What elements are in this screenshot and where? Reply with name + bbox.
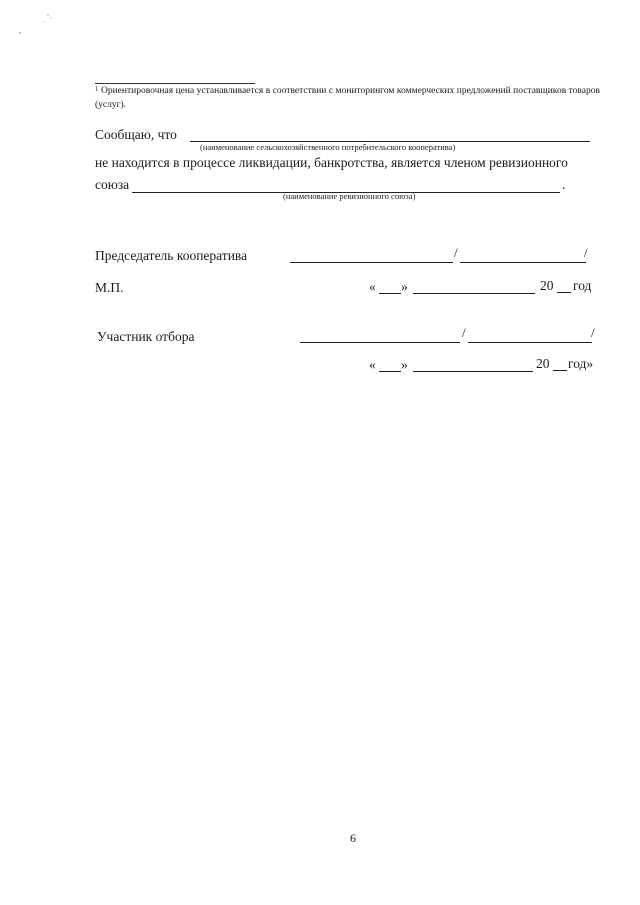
participant-label: Участник отбора <box>97 329 195 344</box>
participant-name-field[interactable] <box>468 342 592 343</box>
chairman-slash-1: / <box>454 245 458 260</box>
date1-open-quote: « <box>369 279 376 294</box>
date2-day-field[interactable] <box>379 371 401 372</box>
date1-year-field[interactable] <box>557 292 571 293</box>
page-number: 6 <box>350 831 356 845</box>
date2-month-field[interactable] <box>413 371 533 372</box>
chairman-name-field[interactable] <box>460 262 586 263</box>
participant-slash-1: / <box>462 325 466 340</box>
union-lead: союза <box>95 177 130 192</box>
footnote-marker: 1 <box>95 85 99 93</box>
date1-day-field[interactable] <box>379 293 401 294</box>
date2-year-field[interactable] <box>553 370 567 371</box>
date1-year-prefix: 20 <box>540 278 554 293</box>
footnote <box>95 84 600 112</box>
date2-year-suffix: год» <box>568 356 594 371</box>
chairman-label: Председатель кооператива <box>95 248 248 263</box>
statement-line-2: не находится в процессе ликвидации, банкротства, является членом ревизионного <box>95 155 568 170</box>
date2-open-quote: « <box>369 357 376 372</box>
stamp-label: М.П. <box>95 280 124 295</box>
statement-lead: Сообщаю, что <box>95 127 177 142</box>
union-period: . <box>562 177 566 192</box>
participant-slash-2: / <box>591 325 595 340</box>
chairman-slash-2: / <box>584 245 588 260</box>
scan-specks <box>0 0 60 40</box>
chairman-signature-field[interactable] <box>290 262 453 263</box>
date2-close-quote: » <box>401 357 408 372</box>
coop-name-caption: (наименование сельскохозяйственного потребительского кооператива) <box>200 142 456 152</box>
union-name-caption: (наименование ревизионного союза) <box>283 191 416 201</box>
date1-month-field[interactable] <box>413 293 535 294</box>
date1-close-quote: » <box>401 279 408 294</box>
date2-year-prefix: 20 <box>536 356 550 371</box>
participant-signature-field[interactable] <box>300 342 460 343</box>
date1-year-suffix: год <box>573 278 592 293</box>
footnote-text: Ориентировочная цена устанавливается в соответствии с мониторингом коммерческих предложений поставщиков товаров (услуг). <box>95 86 600 110</box>
